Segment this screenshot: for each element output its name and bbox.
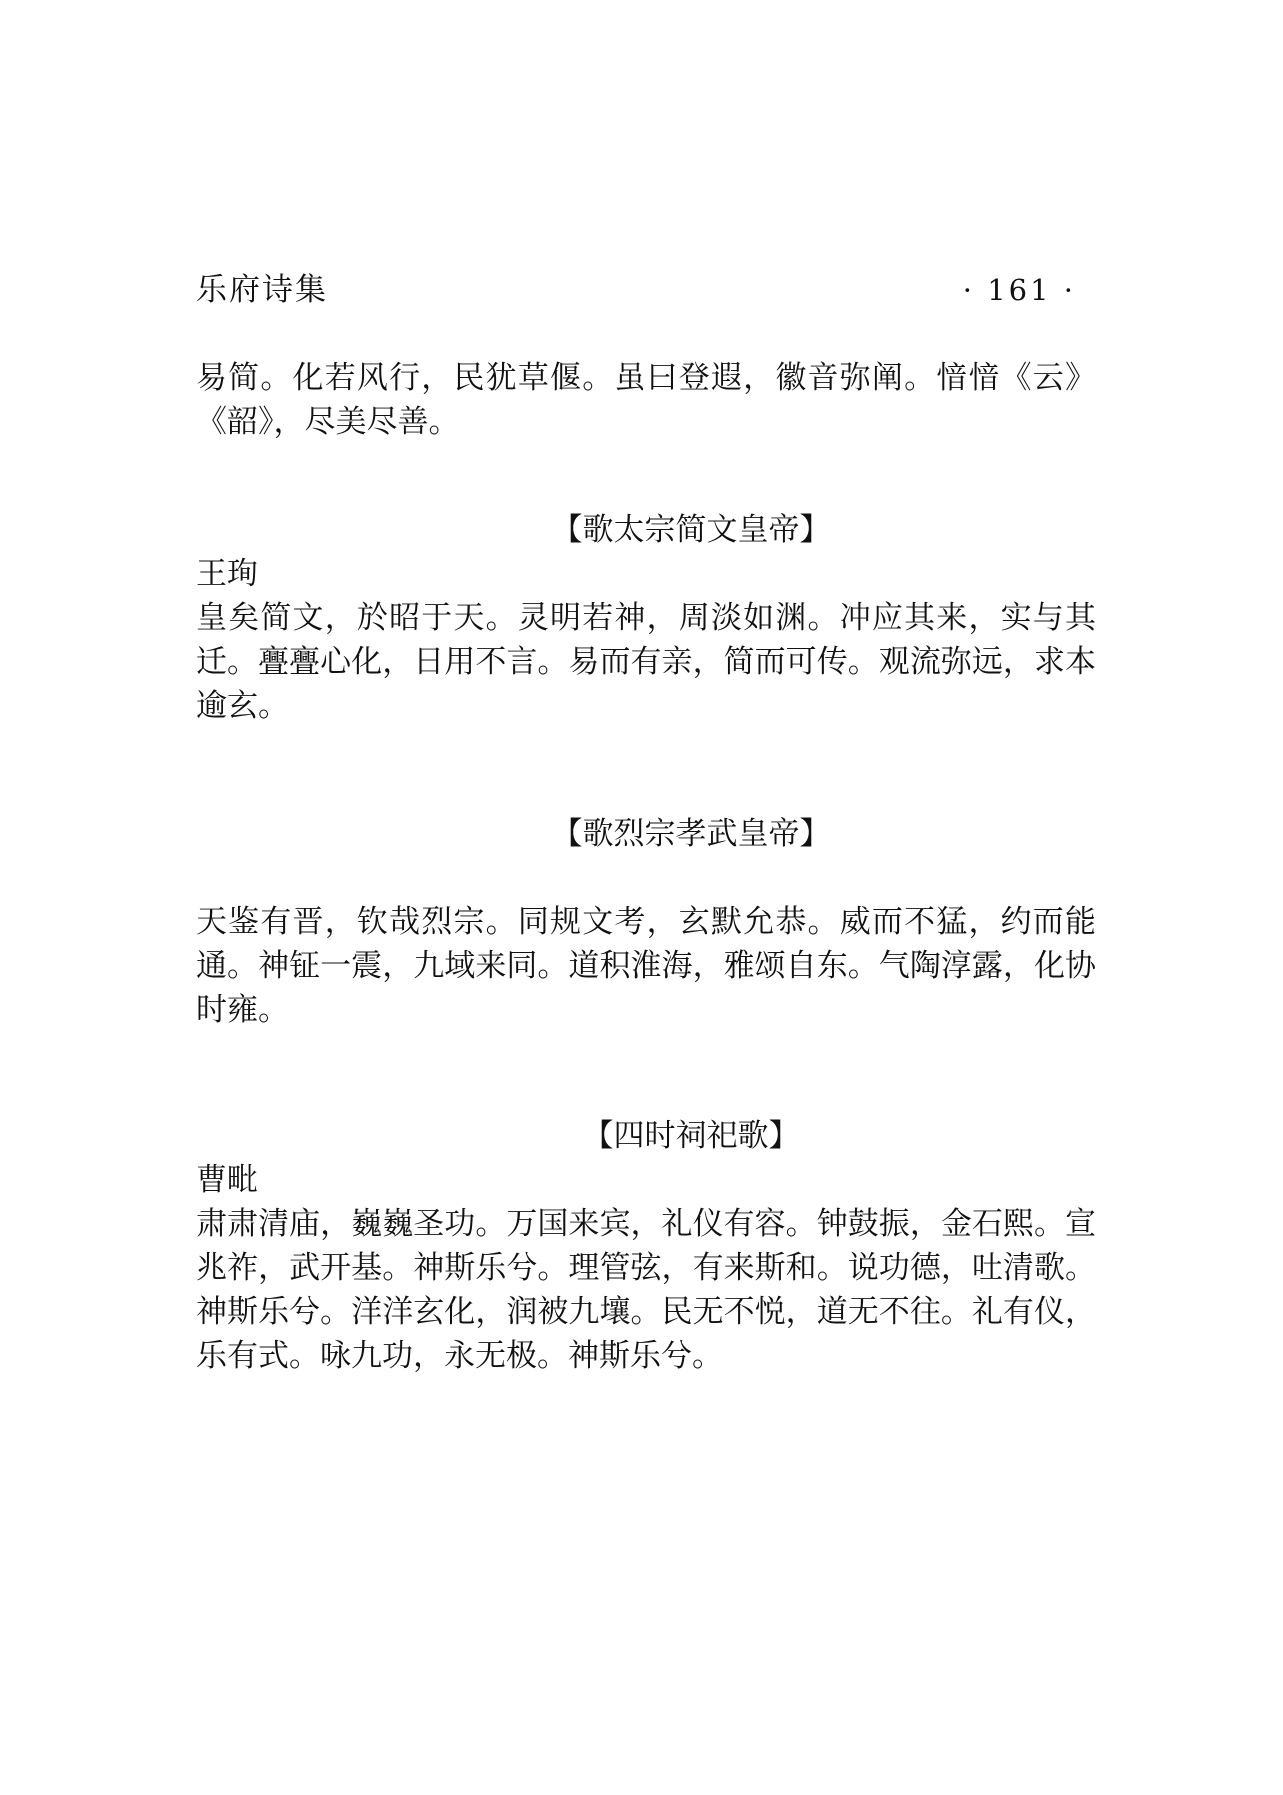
section-taizong xyxy=(196,508,1096,728)
section-text: 天鉴有晋，钦哉烈宗。同规文考，玄默允恭。威而不猛，约而能通。神钲一震，九域来同。道积淮海，雅颂自东。气陶淳露，化协时雍。 xyxy=(196,904,1096,1028)
section-author xyxy=(196,856,1096,900)
section-title: 【歌太宗简文皇帝】 xyxy=(551,512,831,548)
section-text: 肃肃清庙，巍巍圣功。万国来宾，礼仪有容。钟鼓振，金石熙。宣兆祚，武开基。神斯乐兮。理管弦，有来斯和。说功德，吐清歌。神斯乐兮。洋洋玄化，润被九壤。民无不悦，道无不往。礼有仪，乐有式。咏九功，永无极。神斯乐兮。 xyxy=(196,1206,1096,1374)
section-author: 王珣 xyxy=(196,556,258,592)
page-header xyxy=(196,268,1096,312)
section-author: 曹毗 xyxy=(196,1162,258,1198)
book-title: 乐府诗集 xyxy=(196,272,328,308)
section-title: 【四时祠祀歌】 xyxy=(582,1118,800,1154)
section-liezong xyxy=(196,812,1096,1032)
section-text: 皇矣简文，於昭于天。灵明若神，周淡如渊。冲应其来，实与其迁。亹亹心化，日用不言。易而有亲，简而可传。观流弥远，求本逾玄。 xyxy=(196,600,1096,724)
page-number: · 161 · xyxy=(962,273,1076,307)
continued-text: 易简。化若风行，民犹草偃。虽曰登遐，徽音弥阐。愔愔《云》《韶》，尽美尽善。 xyxy=(196,360,1096,440)
document-page xyxy=(196,268,1096,444)
section-title: 【歌烈宗孝武皇帝】 xyxy=(551,816,831,852)
section-sishi xyxy=(196,1114,1096,1378)
